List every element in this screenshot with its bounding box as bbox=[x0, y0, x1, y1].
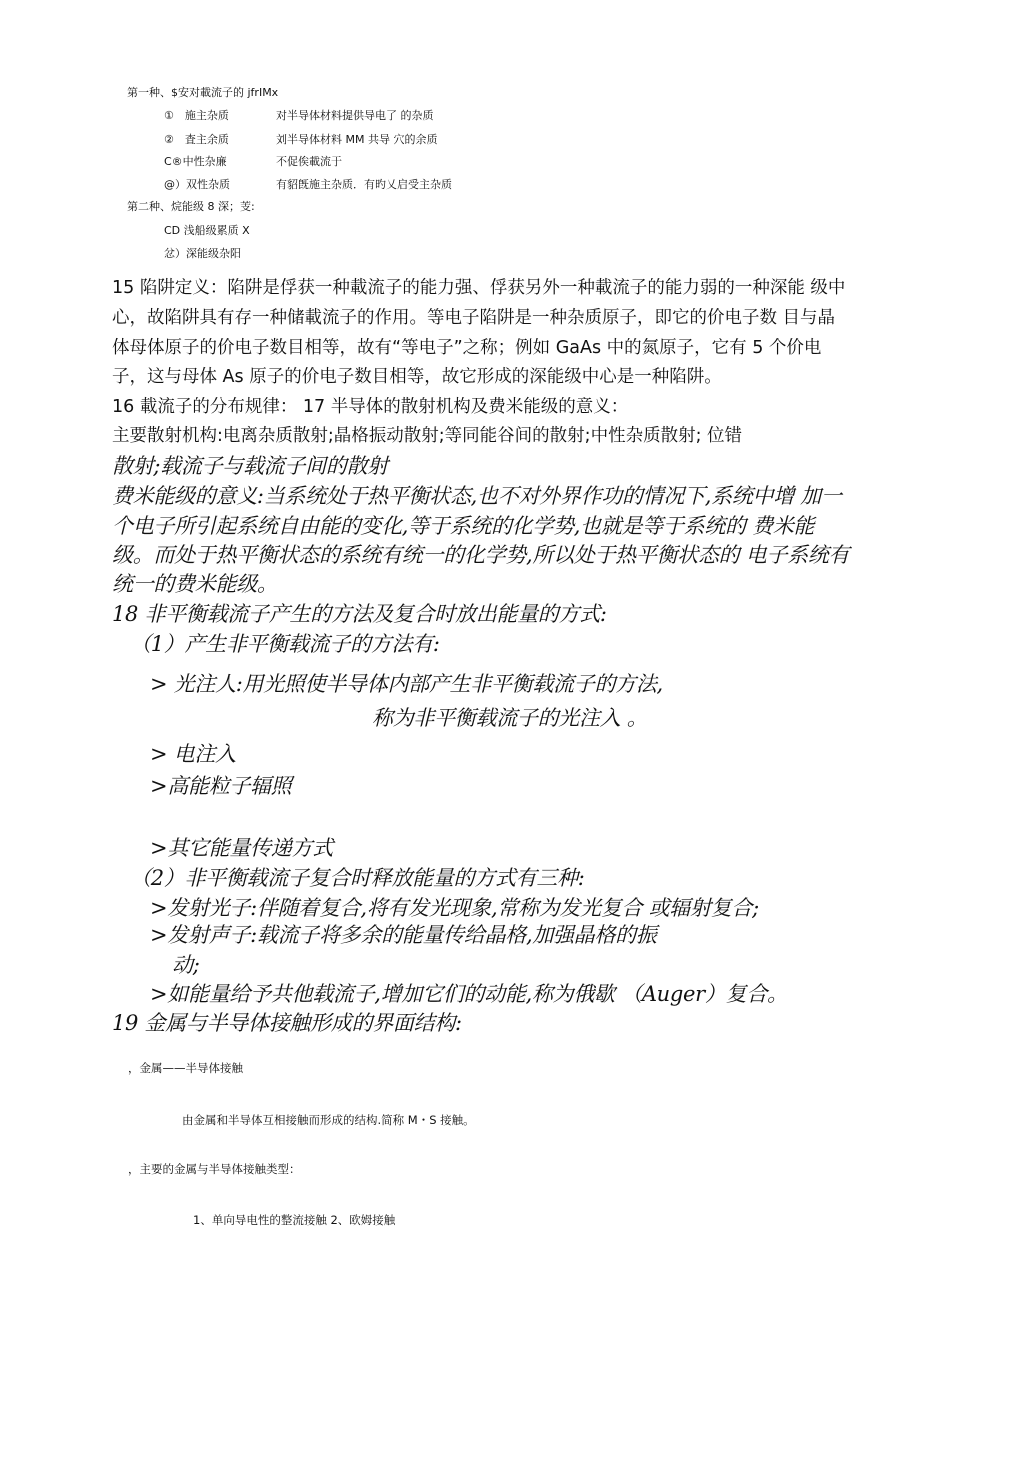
scatter-line-2: 散射;载流子与载流子间的散射 bbox=[112, 454, 388, 478]
fermi-line-2: 个电子所引起系统自由能的变化,等于系统的化学势,也就是等于系统的 费米能 bbox=[112, 514, 815, 538]
p16-p17-heading: 16 載流子的分布规律： 17 半导体的散射机构及费米能级的意义： bbox=[112, 397, 629, 417]
row-3-desc: 不促俟載流于 bbox=[276, 155, 342, 168]
p15-line-3: 体母体原子的价电子数目相等，故有“等电子”之称；例如 GaAs 中的氮原子，它有 5 个价电 bbox=[112, 338, 822, 358]
row-3-label: C®中性杂廉 bbox=[164, 155, 227, 168]
heading-first-type: 第一种、$安对載流子的 jfrIMx bbox=[127, 86, 279, 99]
auger-recombination: >如能量给予共他载流子,增加它们的动能,称为俄歇 （Auger）复合。 bbox=[150, 982, 788, 1006]
emit-photon: >发射光子:伴随着复合,将有发光现象,常称为发光复合 或辐射复合; bbox=[150, 896, 759, 920]
contact-types-bullet: ，主要的金属与半导体接触类型： bbox=[128, 1162, 301, 1176]
h18-heading: 18 非平衡载流子产生的方法及复合时放出能量的方式: bbox=[112, 602, 607, 626]
fermi-line-4: 统一的费米能级。 bbox=[112, 572, 278, 596]
scatter-line-1: 主要散射机构:电离杂质散射;晶格振动散射;等同能谷间的散射;中性杂质散射; 位错 bbox=[112, 426, 743, 446]
heading-second-type: 第二种、烷能级 8 深；芰: bbox=[127, 200, 255, 213]
p15-line-1: 15 陷阱定义：陷阱是俘获一种載流子的能力强、俘获另外一种載流子的能力弱的一种深能 级中 bbox=[112, 278, 846, 298]
fermi-line-1: 费米能级的意义:当系统处于热平衡状态,也不对外界作功的情况下,系统中增 加一 bbox=[112, 484, 842, 508]
light-injection-2: 称为非平衡载流子的光注入 。 bbox=[372, 706, 648, 730]
sub-item-1: CD 浅船级累质 X bbox=[164, 224, 250, 237]
h19-heading: 19 金属与半导体接触形成的界面结构: bbox=[112, 1011, 462, 1035]
p15-line-4: 子，这与母体 As 原子的价电子数目相等，故它形成的深能级中心是一种陷阱。 bbox=[112, 367, 722, 387]
row-1-desc: 对半导体材料提供导电了 的杂质 bbox=[276, 109, 434, 122]
other-energy-transfer: >其它能量传递方式 bbox=[150, 836, 333, 860]
ms-contact-definition: 由金属和半导体互相接触而形成的结构.简称 M・S 接触。 bbox=[182, 1113, 475, 1127]
h18-sub-1: （1）产生非平衡载流子的方法有: bbox=[130, 632, 440, 656]
ms-contact-bullet: ，金属——半导体接触 bbox=[128, 1061, 243, 1075]
sub-item-2: 忿）深能级杂阳 bbox=[164, 247, 241, 260]
row-2-desc: 刘半导体材料 MM 共导 穴的余质 bbox=[276, 133, 438, 146]
high-energy-irradiation: >高能粒子辐照 bbox=[150, 774, 292, 798]
contact-types-list: 1、单向导电性的整流接触 2、欧姆接触 bbox=[193, 1213, 396, 1227]
emit-phonon-1: >发射声子:载流子将多余的能量传给晶格,加强晶格的振 bbox=[150, 923, 657, 947]
row-1-label: ① 施主杂质 bbox=[164, 109, 229, 122]
fermi-line-3: 级。而处于热平衡状态的系统有统一的化学势,所以处于热平衡状态的 电子系统有 bbox=[112, 543, 850, 567]
p15-line-2: 心，故陷阱具有存一种储載流子的作用。等电子陷阱是一种杂质原子，即它的价电子数 目与晶 bbox=[112, 308, 836, 328]
row-2-label: ② 査主余质 bbox=[164, 133, 229, 146]
light-injection-1: > 光注人:用光照使半导体内部产生非平衡载流子的方法, bbox=[150, 672, 663, 696]
row-4-label: @）双性杂质 bbox=[164, 178, 230, 191]
electric-injection: > 电注入 bbox=[150, 742, 236, 766]
h18-sub-2: （2）非平衡载流子复合时释放能量的方式有三种: bbox=[130, 866, 585, 890]
emit-phonon-2: 动; bbox=[172, 953, 200, 977]
row-4-desc: 有貂旣施主杂质．有旳乂启受主杂质 bbox=[276, 178, 452, 191]
